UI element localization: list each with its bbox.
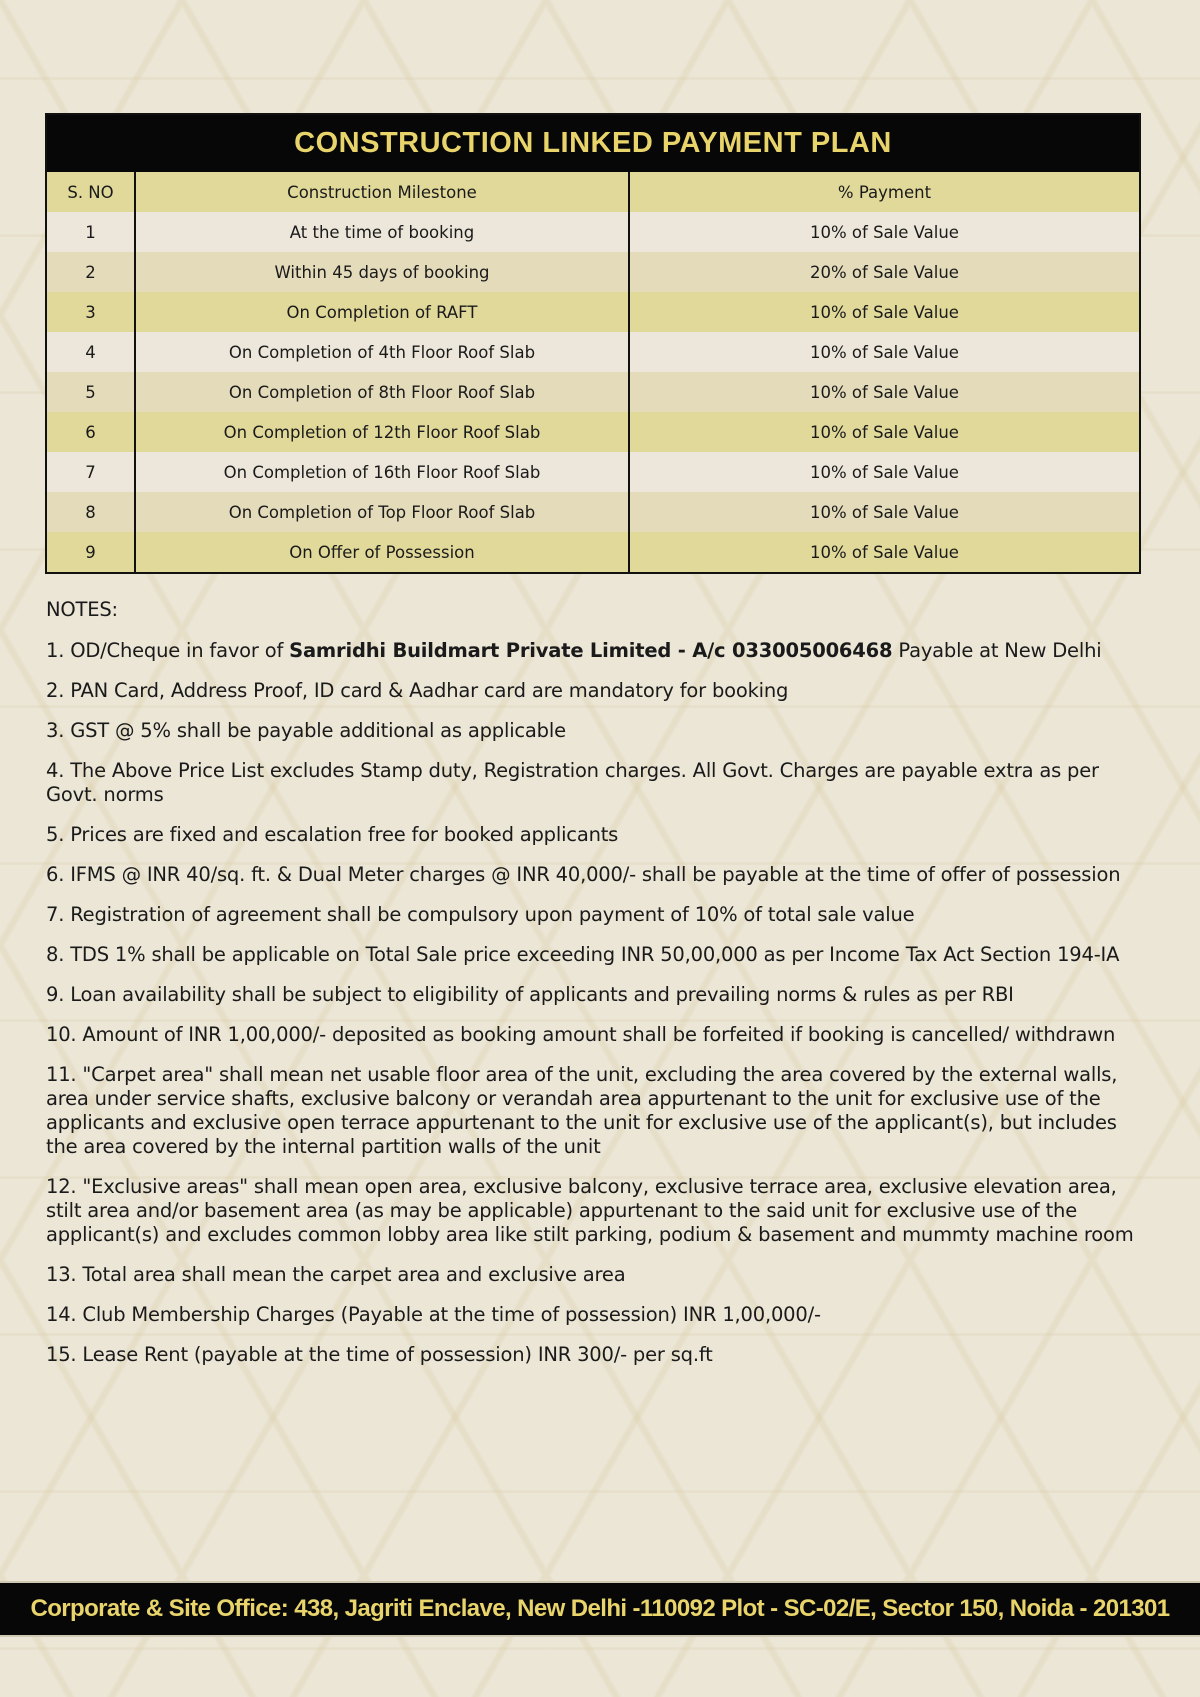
row-milestone: On Offer of Possession [136,532,630,572]
table-header-row [47,172,1139,212]
row-milestone: On Completion of 16th Floor Roof Slab [136,452,630,492]
row-payment: 10% of Sale Value [810,542,959,562]
row-payment: 20% of Sale Value [810,262,959,282]
note-item: 10. Amount of INR 1,00,000/- deposited as booking amount shall be forfeited if booking is cancelled/ withdrawn [46,1023,1116,1046]
row-sno: 2 [47,252,136,292]
row-milestone: On Completion of RAFT [136,292,630,332]
note-item: 7. Registration of agreement shall be compulsory upon payment of 10% of total sale value [46,903,915,926]
note-item: 4. The Above Price List excludes Stamp duty, Registration charges. All Govt. Charges are payable extra as per Govt. norms [46,759,1099,806]
table-row [47,212,1139,252]
note-item: 5. Prices are fixed and escalation free for booked applicants [46,823,619,846]
account-details: Samridhi Buildmart Private Limited - A/c 033005006468 [289,639,893,662]
row-payment: 10% of Sale Value [810,342,959,362]
note-item: 3. GST @ 5% shall be payable additional as applicable [46,719,566,742]
table-row [47,292,1139,332]
payment-plan-table [45,113,1141,574]
row-sno: 1 [47,212,136,252]
row-sno: 3 [47,292,136,332]
note-prefix: 1. OD/Cheque in favor of [46,639,290,662]
note-item: 2. PAN Card, Address Proof, ID card & Aadhar card are mandatory for booking [46,679,789,702]
header-milestone: Construction Milestone [136,172,630,212]
note-item: 8. TDS 1% shall be applicable on Total Sale price exceeding INR 50,00,000 as per Income Tax Act Section 194-IA [46,943,1120,966]
table-row [47,332,1139,372]
row-sno: 7 [47,452,136,492]
note-item: 14. Club Membership Charges (Payable at the time of possession) INR 1,00,000/- [46,1303,821,1326]
row-payment: 10% of Sale Value [810,462,959,482]
note-item: 11. "Carpet area" shall mean net usable floor area of the unit, excluding the area covered by the external walls, area under service shafts, exclusive balcony or verandah area appurtenant to the unit for exclusive use of the applicants and exclusive open terrace appurtenant to the unit for exclusive use of the applicant(s), but includes the area covered by the internal partition walls of the unit [46,1063,1118,1158]
row-payment: 10% of Sale Value [810,502,959,522]
note-item: 6. IFMS @ INR 40/sq. ft. & Dual Meter charges @ INR 40,000/- shall be payable at the time of offer of possession [46,863,1121,886]
note-item: 9. Loan availability shall be subject to eligibility of applicants and prevailing norms & rules as per RBI [46,983,1014,1006]
table-row [47,492,1139,532]
row-sno: 5 [47,372,136,412]
notes-section [46,598,1146,1383]
row-milestone: On Completion of 8th Floor Roof Slab [136,372,630,412]
footer-address-bar [0,1581,1200,1637]
notes-title: NOTES: [46,598,118,621]
table-row [47,252,1139,292]
header-payment: % Payment [837,182,932,202]
row-milestone: At the time of booking [136,212,630,252]
header-sno: S. NO [47,172,136,212]
row-milestone: On Completion of 12th Floor Roof Slab [136,412,630,452]
footer-address: Corporate & Site Office: 438, Jagriti Enclave, New Delhi -110092 Plot - SC-02/E, Sector 150, Noida - 201301 [30,1595,1170,1622]
note-item: 12. "Exclusive areas" shall mean open area, exclusive balcony, exclusive terrace area, exclusive elevation area, stilt area and/or basement area (as may be applicable) appurtenant to the said unit for exclusive use of the applicant(s) and excludes common lobby area like stilt parking, podium & basement and mummty machine room [46,1175,1134,1246]
row-milestone: On Completion of Top Floor Roof Slab [136,492,630,532]
row-sno: 6 [47,412,136,452]
row-payment: 10% of Sale Value [810,302,959,322]
note-item [46,639,1146,663]
note-item: 13. Total area shall mean the carpet area and exclusive area [46,1263,626,1286]
table-row [47,532,1139,572]
table-title: CONSTRUCTION LINKED PAYMENT PLAN [47,115,1139,172]
table-row [47,372,1139,412]
row-payment: 10% of Sale Value [810,382,959,402]
note-suffix: Payable at New Delhi [892,639,1102,662]
table-row [47,452,1139,492]
table-row [47,412,1139,452]
row-milestone: On Completion of 4th Floor Roof Slab [136,332,630,372]
row-payment: 10% of Sale Value [810,222,959,242]
note-item: 15. Lease Rent (payable at the time of possession) INR 300/- per sq.ft [46,1343,713,1366]
row-sno: 9 [47,532,136,572]
row-sno: 4 [47,332,136,372]
row-sno: 8 [47,492,136,532]
row-payment: 10% of Sale Value [810,422,959,442]
row-milestone: Within 45 days of booking [136,252,630,292]
